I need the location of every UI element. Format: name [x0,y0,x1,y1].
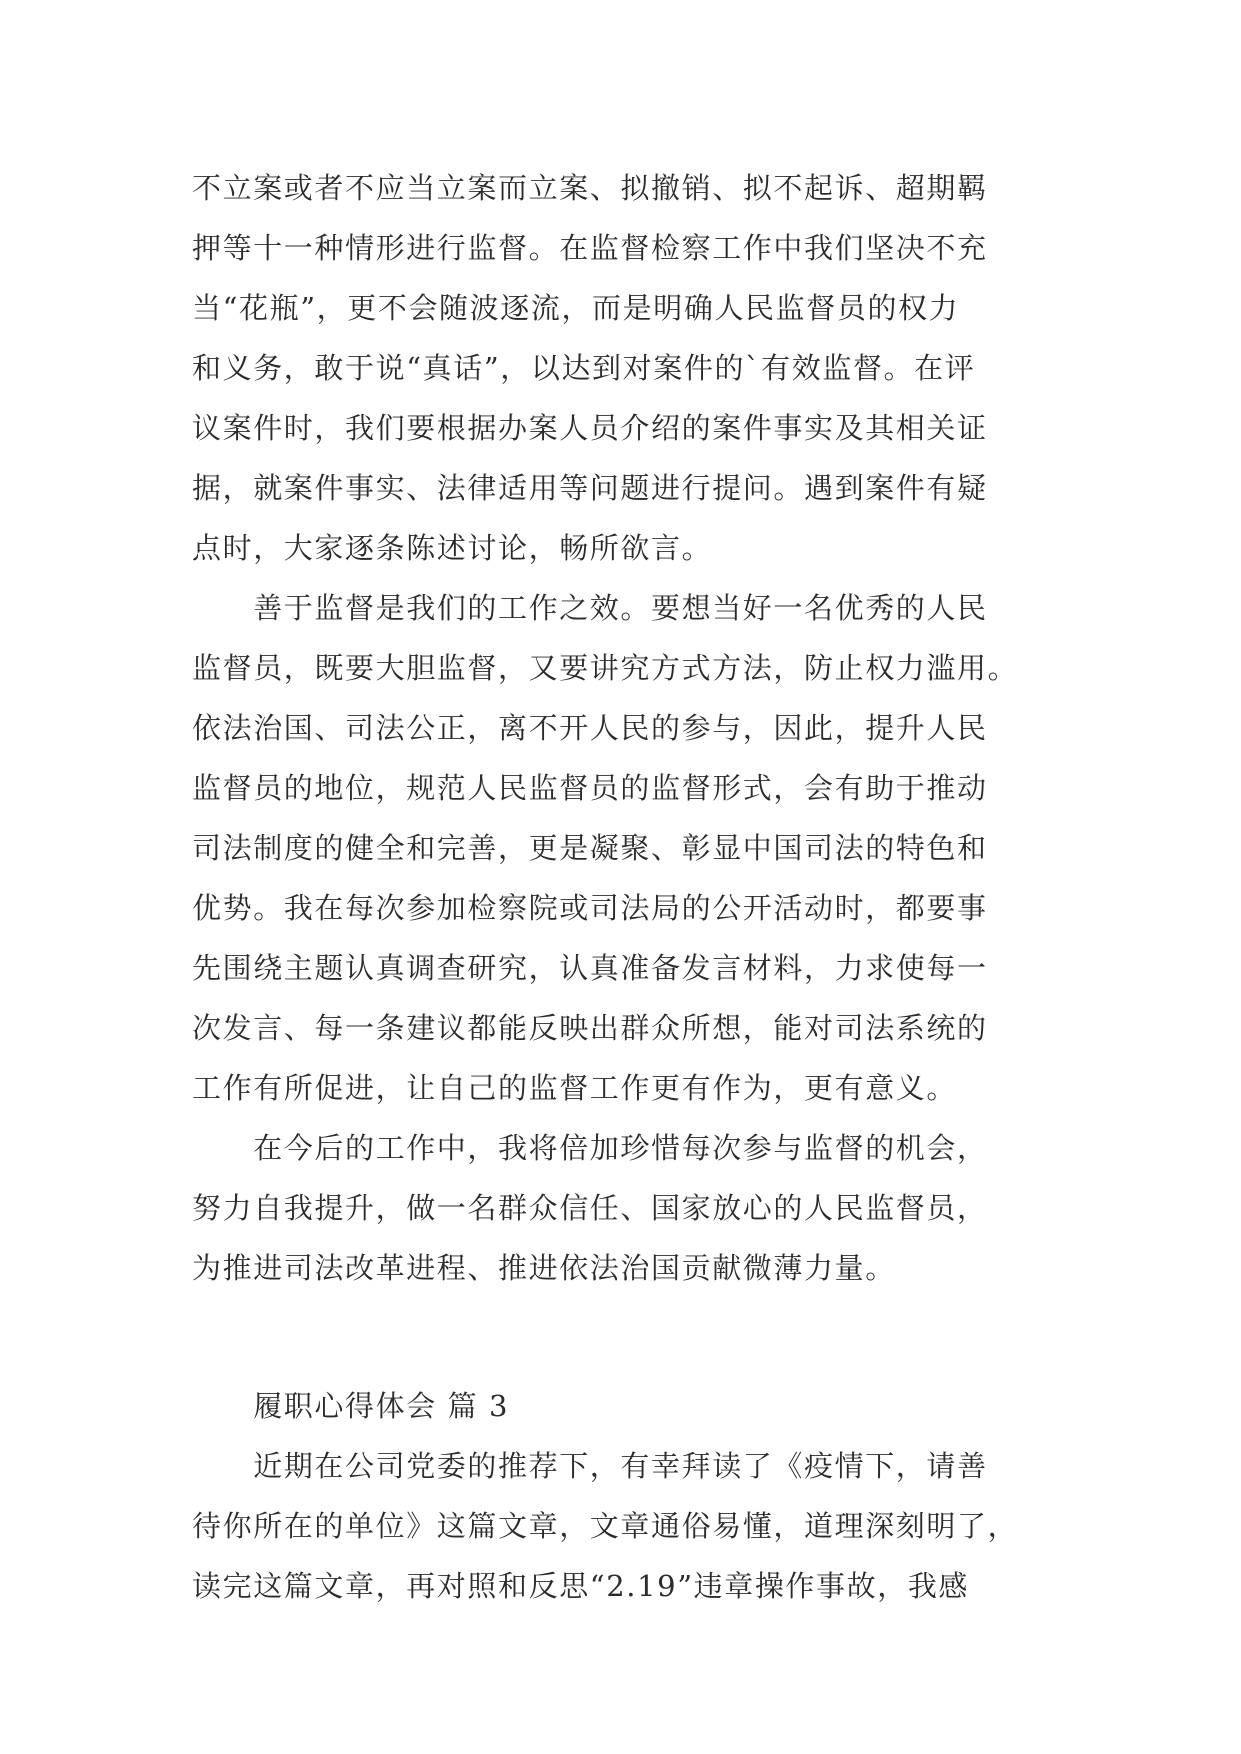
text-line: 点时，大家逐条陈述讨论，畅所欲言。 [192,531,713,565]
text-line: 优势。我在每次参加检察院或司法局的公开活动时，都要事 [192,891,988,925]
text-line: 不立案或者不应当立案而立案、拟撤销、拟不起诉、超期羁 [192,171,988,205]
text-line: 监督员的地位，规范人民监督员的监督形式，会有助于推动 [192,771,988,805]
text-line: 次发言、每一条建议都能反映出群众所想，能对司法系统的 [192,1011,988,1045]
text-line: 善于监督是我们的工作之效。要想当好一名优秀的人民 [192,591,988,625]
text-line: 读完这篇文章，再对照和反思“2.19”违章操作事故，我感 [192,1569,970,1603]
text-line: 司法制度的健全和完善，更是凝聚、彰显中国司法的特色和 [192,831,988,865]
paragraph-supervision-scope [192,158,1054,578]
text-line: 押等十一种情形进行监督。在监督检察工作中我们坚决不充 [192,231,988,265]
paragraph-good-supervision [192,578,1054,1118]
text-line: 待你所在的单位》这篇文章，文章通俗易懂，道理深刻明了， [192,1509,1019,1543]
text-line: 和义务，敢于说“真话”，以达到对案件的`有效监督。在评 [192,351,976,385]
text-line: 当“花瓶”，更不会随波逐流，而是明确人民监督员的权力 [192,291,960,325]
text-line: 为推进司法改革进程、推进依法治国贡献微薄力量。 [192,1251,896,1285]
section-spacer [192,1298,1054,1376]
heading-line: 履职心得体会 篇 3 [192,1389,510,1423]
text-line: 议案件时，我们要根据办案人员介绍的案件事实及其相关证 [192,411,988,445]
document-body [192,158,1054,1616]
section-heading [192,1376,1054,1436]
paragraph-future-work [192,1118,1054,1298]
text-line: 先围绕主题认真调查研究，认真准备发言材料，力求使每一 [192,951,988,985]
text-line: 依法治国、司法公正，离不开人民的参与，因此，提升人民 [192,711,988,745]
text-line: 在今后的工作中，我将倍加珍惜每次参与监督的机会， [192,1131,988,1165]
text-line: 工作有所促进，让自己的监督工作更有作为，更有意义。 [192,1071,958,1105]
paragraph-reading-article [192,1436,1054,1616]
text-line: 监督员，既要大胆监督，又要讲究方式方法，防止权力滥用。 [192,651,1019,685]
text-line: 近期在公司党委的推荐下，有幸拜读了《疫情下，请善 [192,1449,988,1483]
text-line: 努力自我提升，做一名群众信任、国家放心的人民监督员， [192,1191,988,1225]
text-line: 据，就案件事实、法律适用等问题进行提问。遇到案件有疑 [192,471,988,505]
